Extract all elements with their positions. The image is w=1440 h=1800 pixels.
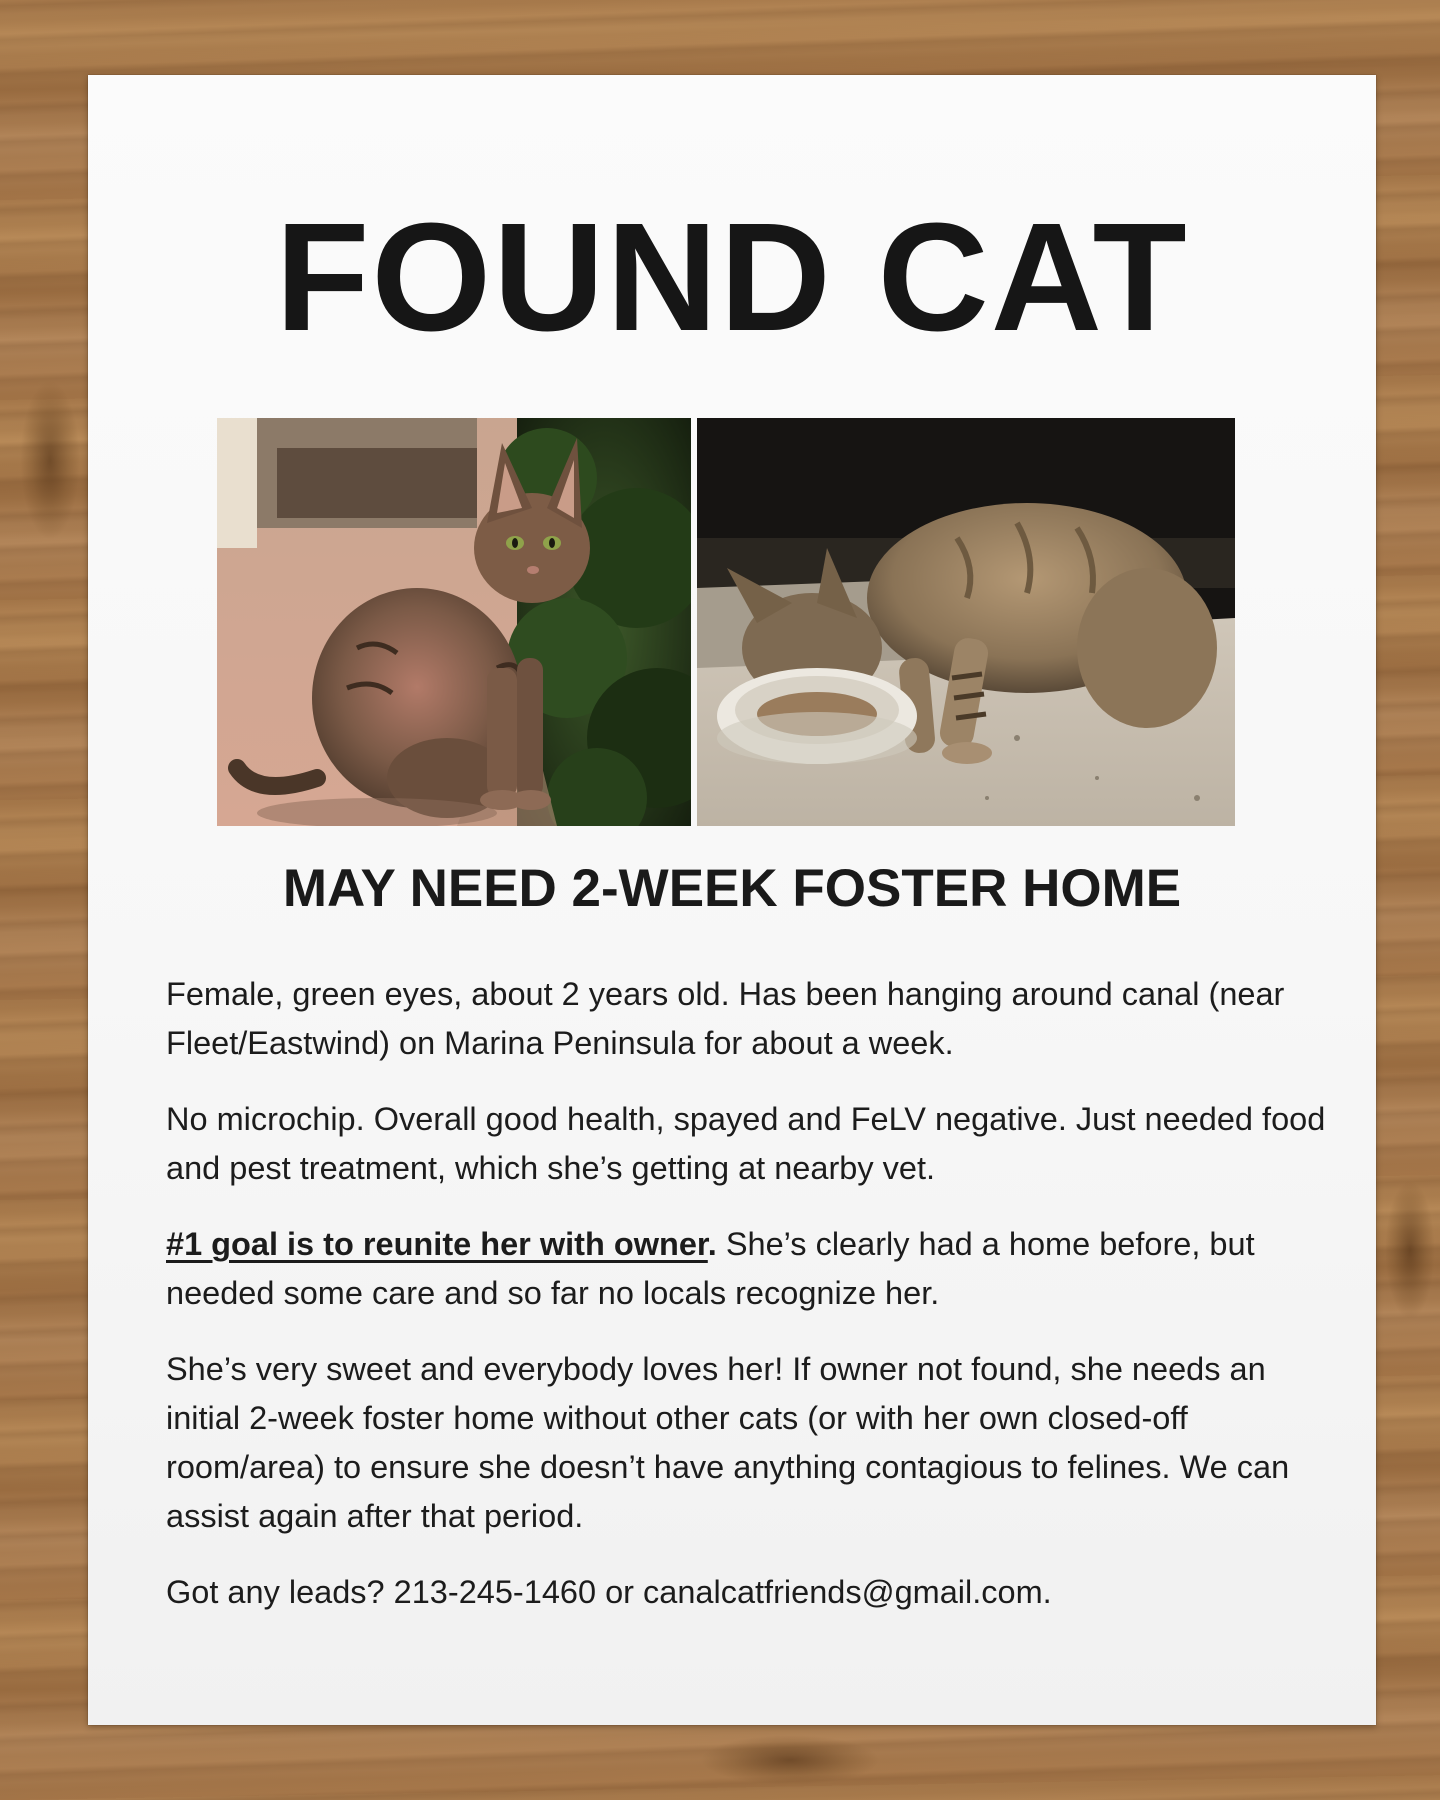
cat-sitting-image [217,418,691,826]
goal-period: . [707,1226,717,1262]
cat-sitting-photo [217,418,691,826]
cat-eating-image [697,418,1235,826]
wood-knot [20,380,80,540]
health-paragraph: No microchip. Overall good health, spayed and FeLV negative. Just needed food and pest treatment, which she’s getting at nearby vet. [166,1101,1326,1186]
description-paragraph: Female, green eyes, about 2 years old. Has been hanging around canal (near Fleet/Eastwind) on Marina Peninsula for about a week. [166,976,1285,1061]
flyer-subtitle: MAY NEED 2-WEEK FOSTER HOME [282,859,1182,918]
cat-eating-photo [697,418,1235,826]
goal-details: She’s clearly had a home before, but needed some care and so far no locals recognize her. [166,1226,1255,1311]
flyer-body [166,970,1326,1644]
foster-paragraph: She’s very sweet and everybody loves her! If owner not found, she needs an initial 2-week foster home without other cats (or with her own closed-off room/area) to ensure she doesn’t have anything contagious to felines. We can assist again after that period. [166,1351,1290,1534]
goal-paragraph [166,1220,1326,1318]
wood-knot [700,1735,880,1785]
wood-knot [1385,1180,1435,1320]
flyer-paper [88,75,1376,1725]
goal-statement: #1 goal is to reunite her with owner [166,1226,708,1262]
photo-row [217,418,1235,826]
contact-line: Got any leads? 213-245-1460 or canalcatfriends@gmail.com. [166,1574,1052,1610]
flyer-title: FOUND CAT [275,191,1189,363]
